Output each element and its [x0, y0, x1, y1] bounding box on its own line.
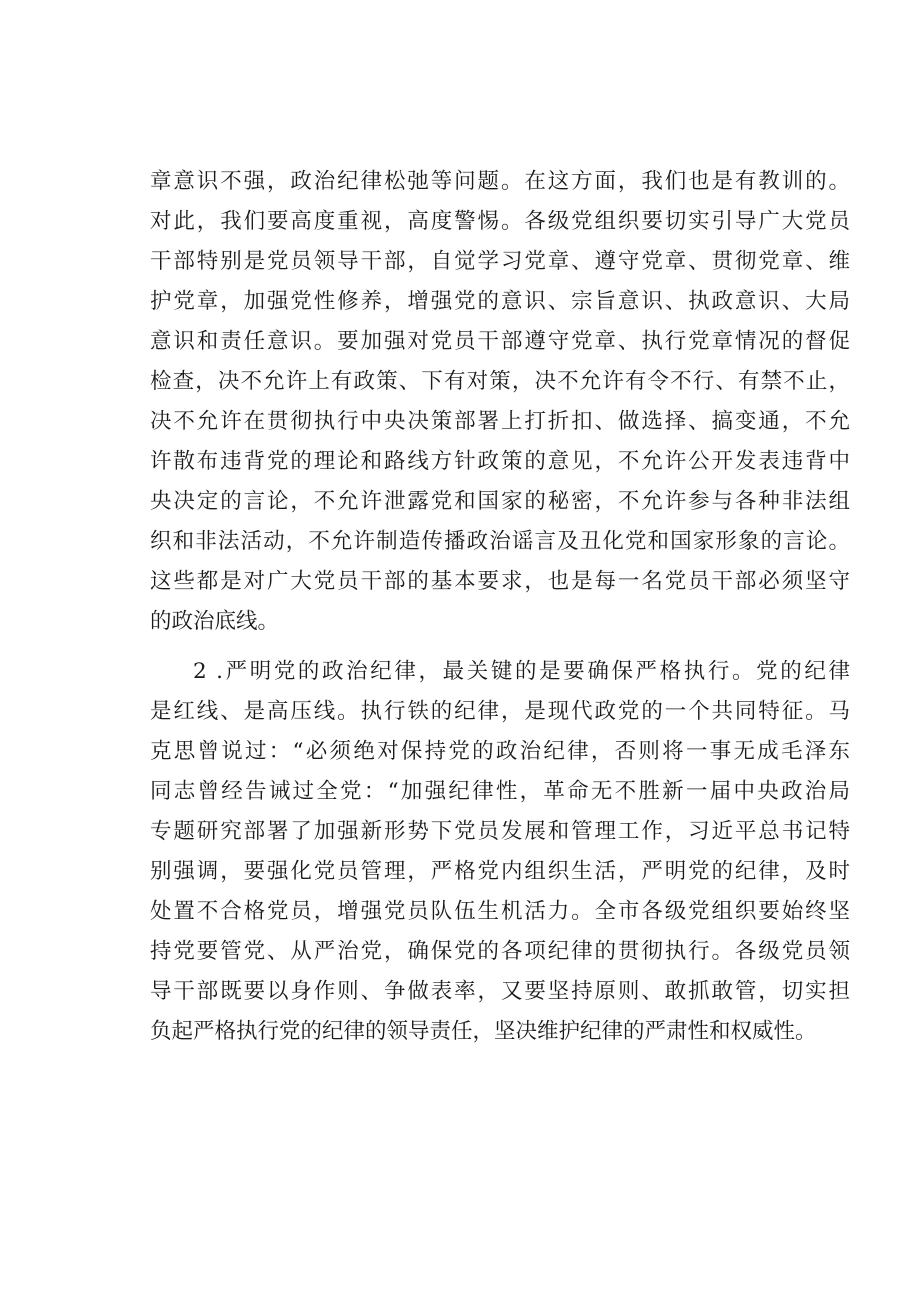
paragraph-2 [150, 652, 850, 1052]
text-line: 这些都是对广大党员干部的基本要求，也是每一名党员干部必须坚守 [150, 569, 850, 594]
text-line: 织和非法活动，不允许制造传播政治谣言及丑化党和国家形象的言论。 [150, 529, 850, 554]
document-body [150, 162, 850, 1052]
text-line: 干部特别是党员领导干部，自觉学习党章、遵守党章、贯彻党章、维 [150, 249, 850, 274]
paragraph-1 [150, 162, 850, 642]
text-line: 决不允许在贯彻执行中央决策部署上打折扣、做选择、搞变通，不允 [150, 409, 850, 434]
text-line: 负起严格执行党的纪律的领导责任，坚决维护纪律的严肃性和权威性。 [150, 1019, 817, 1044]
text-line: 克思曾说过：“必须绝对保持党的政治纪律，否则将一事无成毛泽东 [150, 739, 850, 764]
text-line: 意识和责任意识。要加强对党员干部遵守党章、执行党章情况的督促 [150, 329, 850, 354]
text-line: 2 .严明党的政治纪律，最关键的是要确保严格执行。党的纪律 [193, 659, 850, 684]
text-line: 是红线、是高压线。执行铁的纪律，是现代政党的一个共同特征。马 [150, 699, 850, 724]
text-line: 处置不合格党员，增强党员队伍生机活力。全市各级党组织要始终坚 [150, 899, 850, 924]
text-line: 检查，决不允许上有政策、下有对策，决不允许有令不行、有禁不止， [150, 369, 850, 394]
text-line: 央决定的言论，不允许泄露党和国家的秘密，不允许参与各种非法组 [150, 489, 850, 514]
text-line: 别强调，要强化党员管理，严格党内组织生活，严明党的纪律，及时 [150, 859, 850, 884]
paragraph-gap [150, 642, 850, 652]
text-line: 同志曾经告诫过全党：“加强纪律性，革命无不胜新一届中央政治局 [150, 779, 850, 804]
text-line: 许散布违背党的理论和路线方针政策的意见，不允许公开发表违背中 [150, 449, 850, 474]
text-line: 导干部既要以身作则、争做表率，又要坚持原则、敢抓敢管，切实担 [150, 979, 850, 1004]
text-line: 持党要管党、从严治党，确保党的各项纪律的贯彻执行。各级党员领 [150, 939, 850, 964]
text-line: 对此，我们要高度重视，高度警惕。各级党组织要切实引导广大党员 [150, 209, 850, 234]
text-line: 章意识不强，政治纪律松弛等问题。在这方面，我们也是有教训的。 [150, 169, 850, 194]
text-line: 的政治底线。 [150, 609, 280, 634]
text-line: 专题研究部署了加强新形势下党员发展和管理工作，习近平总书记特 [150, 819, 850, 844]
text-line: 护党章，加强党性修养，增强党的意识、宗旨意识、执政意识、大局 [150, 289, 850, 314]
